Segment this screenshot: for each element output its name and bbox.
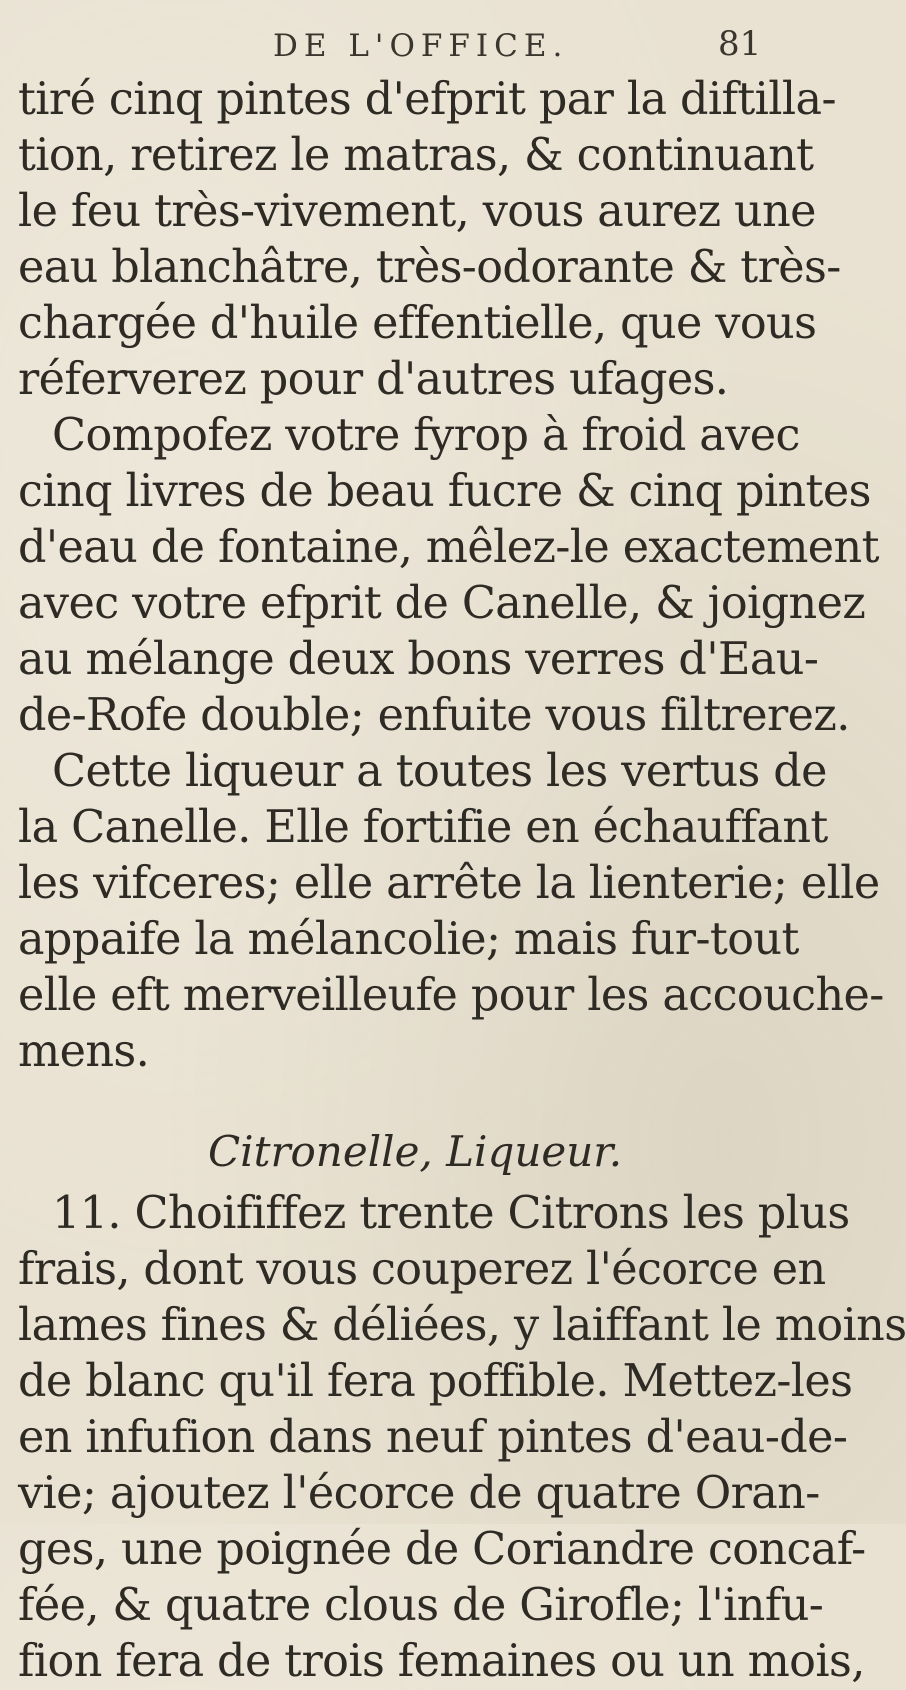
text-line: Compofez votre fyrop à froid avec (52, 410, 800, 461)
text-line: frais, dont vous couperez l'écorce en (18, 1244, 826, 1295)
text-line: le feu très-vivement, vous aurez une (18, 186, 816, 237)
text-line: en infufion dans neuf pintes d'eau-de- (18, 1412, 848, 1463)
text-line: eau blanchâtre, très-odorante & très- (18, 242, 841, 293)
running-head (18, 22, 782, 72)
section-title: Citronelle, Liqueur. (208, 1127, 623, 1176)
text-line: réferverez pour d'autres ufages. (18, 354, 729, 405)
text-line: fion fera de trois femaines ou un mois, (18, 1636, 865, 1687)
text-line: chargée d'huile effentielle, que vous (18, 298, 817, 349)
paragraph-3 (18, 744, 884, 1080)
paragraph-1 (18, 72, 841, 408)
text-line: la Canelle. Elle fortifie en échauffant (18, 802, 828, 853)
text-line: avec votre efprit de Canelle, & joignez (18, 578, 866, 629)
text-line: appaife la mélancolie; mais fur-tout (18, 914, 799, 965)
text-line: de-Rofe double; enfuite vous filtrerez. (18, 690, 850, 741)
text-line: les vifceres; elle arrête la lienterie; elle (18, 858, 880, 909)
text-line: lames fines & déliées, y laiffant le moins (18, 1300, 906, 1351)
page-number: 81 (718, 24, 762, 64)
text-line: fée, & quatre clous de Girofle; l'infu- (18, 1580, 824, 1631)
text-line: au mélange deux bons verres d'Eau- (18, 634, 819, 685)
running-title: DE L'OFFICE. (273, 28, 569, 64)
text-line: de blanc qu'il fera poffible. Mettez-les (18, 1356, 853, 1407)
text-line: tion, retirez le matras, & continuant (18, 130, 814, 181)
text-line: 11. Choififfez trente Citrons les plus (52, 1188, 850, 1239)
text-line: vie; ajoutez l'écorce de quatre Oran- (18, 1468, 820, 1519)
text-line: cinq livres de beau fucre & cinq pintes (18, 466, 871, 517)
text-line: ges, une poignée de Coriandre concaf- (18, 1524, 866, 1575)
text-line: elle eft merveilleufe pour les accouche- (18, 970, 884, 1021)
text-line: Cette liqueur a toutes les vertus de (52, 746, 827, 797)
text-line: d'eau de fontaine, mêlez-le exactement (18, 522, 879, 573)
text-line: tiré cinq pintes d'efprit par la diftilla- (18, 74, 836, 125)
text-line: mens. (18, 1026, 150, 1077)
paragraph-4 (18, 1186, 906, 1690)
paragraph-2 (18, 408, 879, 744)
spacer (18, 1080, 782, 1124)
